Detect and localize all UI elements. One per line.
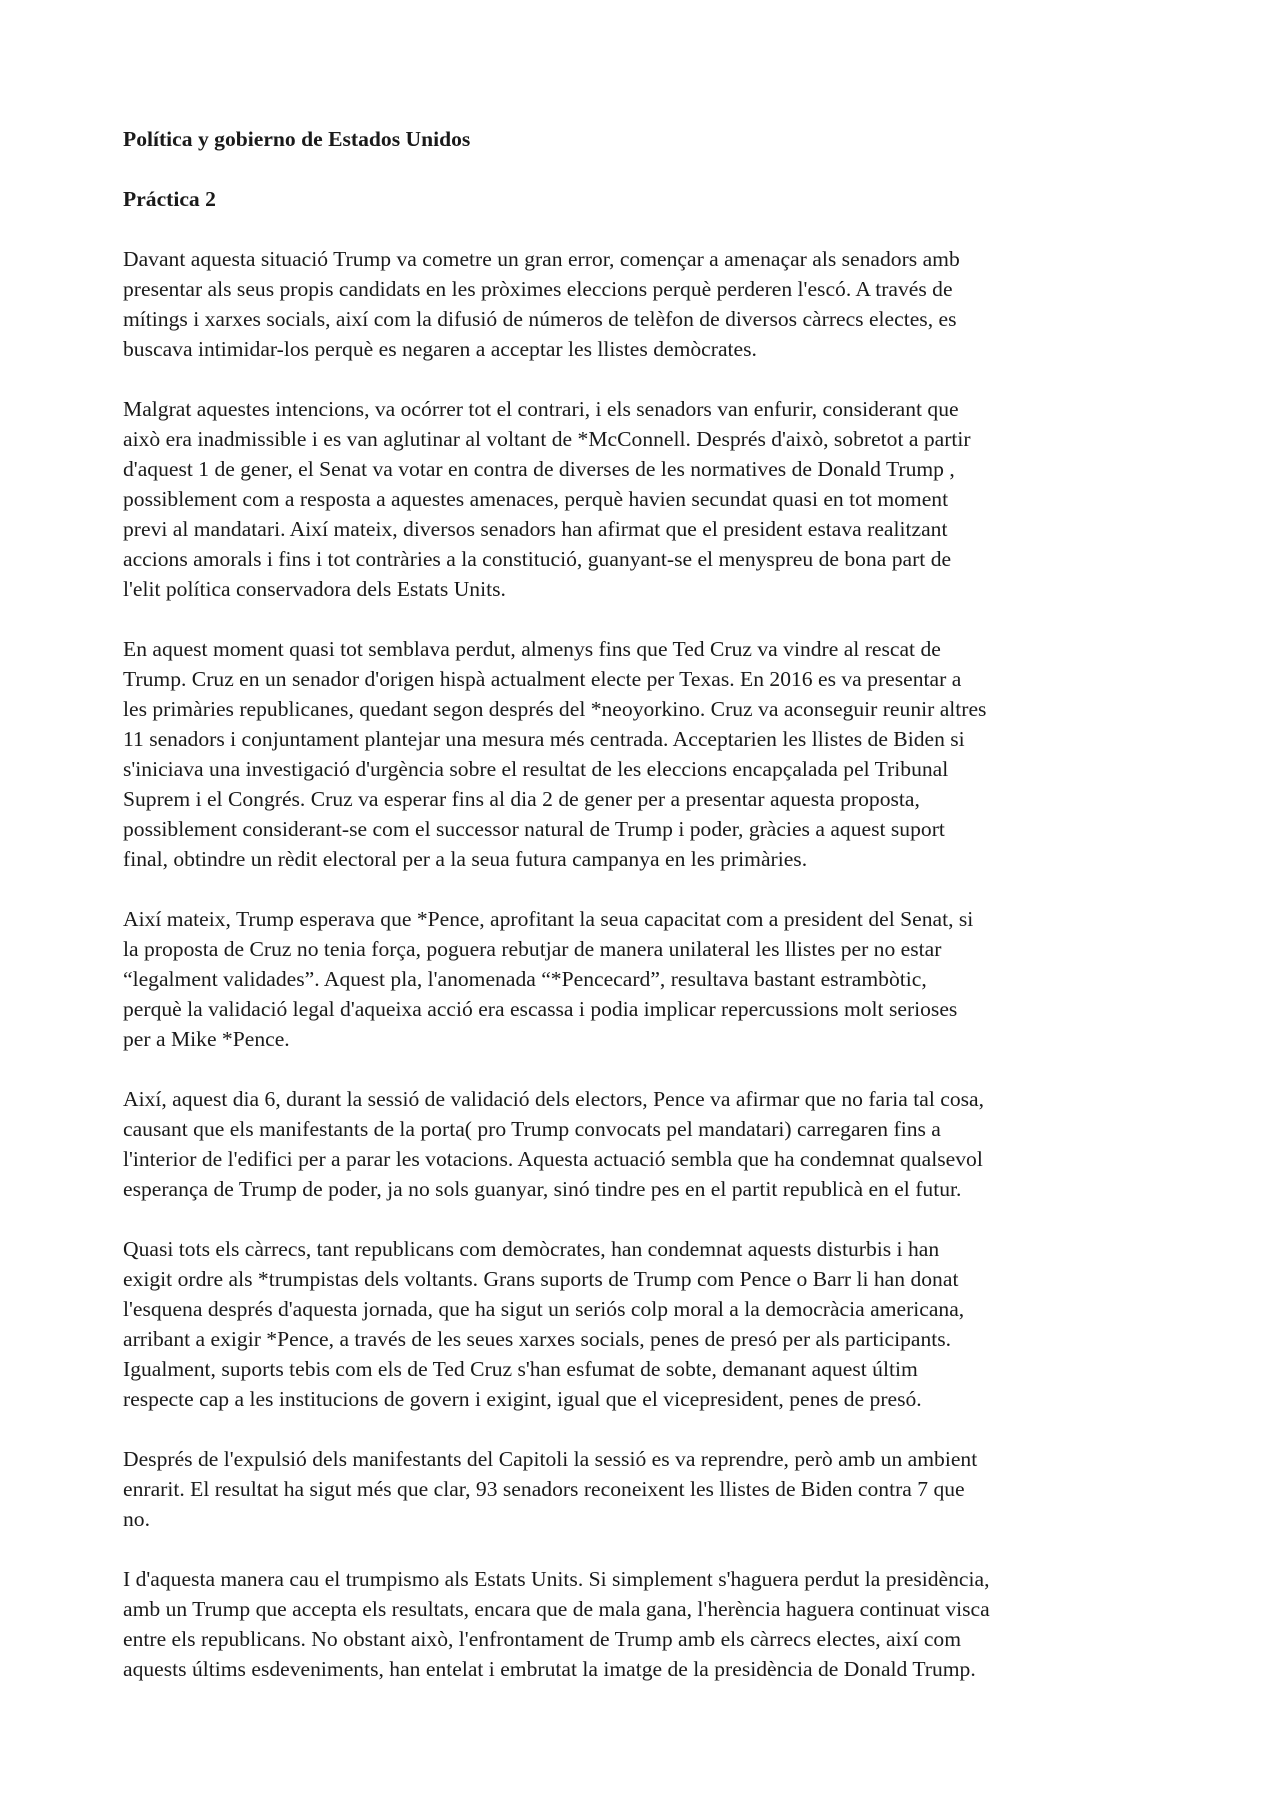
- text-line: Trump. Cruz en un senador d'origen hispà actualment electe per Texas. En 2016 es va presentar a: [123, 667, 962, 691]
- paragraph: [123, 1084, 1173, 1204]
- text-line: causant que els manifestants de la porta( pro Trump convocats pel mandatari) carregaren fins a: [123, 1117, 941, 1141]
- text-line: Malgrat aquestes intencions, va ocórrer tot el contrari, i els senadors van enfurir, considerant que: [123, 397, 959, 421]
- text-line: Després de l'expulsió dels manifestants del Capitoli la sessió es va reprendre, però amb un ambient: [123, 1447, 978, 1471]
- text-line: d'aquest 1 de gener, el Senat va votar en contra de diverses de les normatives de Donald Trump ,: [123, 457, 955, 481]
- text-line: arribant a exigir *Pence, a través de les seues xarxes socials, penes de presó per als participants.: [123, 1327, 952, 1351]
- text-line: final, obtindre un rèdit electoral per a la seua futura campanya en les primàries.: [123, 847, 808, 871]
- text-line: no.: [123, 1507, 150, 1531]
- document-body: [123, 124, 1173, 1714]
- text-line: enrarit. El resultat ha sigut més que clar, 93 senadors reconeixent les llistes de Biden contra 7 que: [123, 1477, 965, 1501]
- document-title: Política y gobierno de Estados Unidos: [123, 127, 471, 151]
- text-line: l'elit política conservadora dels Estats Units.: [123, 577, 506, 601]
- paragraph: [123, 1564, 1173, 1684]
- paragraph: [123, 1444, 1173, 1534]
- text-line: I d'aquesta manera cau el trumpismo als Estats Units. Si simplement s'haguera perdut la presidència,: [123, 1567, 990, 1591]
- text-line: possiblement considerant-se com el successor natural de Trump i poder, gràcies a aquest suport: [123, 817, 945, 841]
- text-line: En aquest moment quasi tot semblava perdut, almenys fins que Ted Cruz va vindre al rescat de: [123, 637, 941, 661]
- text-line: mítings i xarxes socials, així com la difusió de números de telèfon de diversos càrrecs electes, es: [123, 307, 957, 331]
- text-line: esperança de Trump de poder, ja no sols guanyar, sinó tindre pes en el partit republicà en el futur.: [123, 1177, 962, 1201]
- text-line: respecte cap a les institucions de govern i exigint, igual que el vicepresident, penes de presó.: [123, 1387, 922, 1411]
- text-line: Suprem i el Congrés. Cruz va esperar fins al dia 2 de gener per a presentar aquesta proposta,: [123, 787, 920, 811]
- text-line: accions amorals i fins i tot contràries a la constitució, guanyant-se el menyspreu de bona part de: [123, 547, 952, 571]
- paragraph-list: [123, 244, 1173, 1684]
- document-subtitle: Práctica 2: [123, 187, 216, 211]
- text-line: Així mateix, Trump esperava que *Pence, aprofitant la seua capacitat com a president del Senat, si: [123, 907, 974, 931]
- text-line: 11 senadors i conjuntament plantejar una mesura més centrada. Acceptarien les llistes de Biden si: [123, 727, 965, 751]
- text-line: Igualment, suports tebis com els de Ted Cruz s'han esfumat de sobte, demanant aquest últim: [123, 1357, 918, 1381]
- text-line: això era inadmissible i es van aglutinar al voltant de *McConnell. Després d'això, sobretot a partir: [123, 427, 971, 451]
- text-line: Quasi tots els càrrecs, tant republicans com demòcrates, han condemnat aquests disturbis i han: [123, 1237, 940, 1261]
- text-line: la proposta de Cruz no tenia força, poguera rebutjar de manera unilateral les llistes per no estar: [123, 937, 942, 961]
- text-line: presentar als seus propis candidats en les pròximes eleccions perquè perderen l'escó. A través de: [123, 277, 953, 301]
- text-line: exigit ordre als *trumpistas dels voltants. Grans suports de Trump com Pence o Barr li han donat: [123, 1267, 959, 1291]
- text-line: amb un Trump que accepta els resultats, encara que de mala gana, l'herència haguera continuat visca: [123, 1597, 990, 1621]
- text-line: l'esquena després d'aquesta jornada, que ha sigut un seriós colp moral a la democràcia americana,: [123, 1297, 965, 1321]
- text-line: buscava intimidar-los perquè es negaren a acceptar les llistes demòcrates.: [123, 337, 757, 361]
- text-line: “legalment validades”. Aquest pla, l'anomenada “*Pencecard”, resultava bastant estrambòtic,: [123, 967, 927, 991]
- paragraph: [123, 904, 1173, 1054]
- text-line: l'interior de l'edifici per a parar les votacions. Aquesta actuació sembla que ha condemnat qualsevol: [123, 1147, 983, 1171]
- text-line: possiblement com a resposta a aquestes amenaces, perquè havien secundat quasi en tot moment: [123, 487, 949, 511]
- text-line: entre els republicans. No obstant això, l'enfrontament de Trump amb els càrrecs electes, així com: [123, 1627, 961, 1651]
- text-line: les primàries republicanes, quedant segon després del *neoyorkino. Cruz va aconseguir reunir altres: [123, 697, 987, 721]
- paragraph: [123, 394, 1173, 604]
- text-line: Davant aquesta situació Trump va cometre un gran error, començar a amenaçar als senadors amb: [123, 247, 960, 271]
- text-line: perquè la validació legal d'aqueixa acció era escassa i podia implicar repercussions molt serioses: [123, 997, 958, 1021]
- text-line: aquests últims esdeveniments, han entelat i embrutat la imatge de la presidència de Donald Trump.: [123, 1657, 976, 1681]
- text-line: per a Mike *Pence.: [123, 1027, 290, 1051]
- paragraph: [123, 634, 1173, 874]
- text-line: s'iniciava una investigació d'urgència sobre el resultat de les eleccions encapçalada pel Tribunal: [123, 757, 949, 781]
- text-line: Així, aquest dia 6, durant la sessió de validació dels electors, Pence va afirmar que no faria tal cosa,: [123, 1087, 985, 1111]
- text-line: previ al mandatari. Així mateix, diversos senadors han afirmat que el president estava realitzant: [123, 517, 948, 541]
- paragraph: [123, 244, 1173, 364]
- paragraph: [123, 1234, 1173, 1414]
